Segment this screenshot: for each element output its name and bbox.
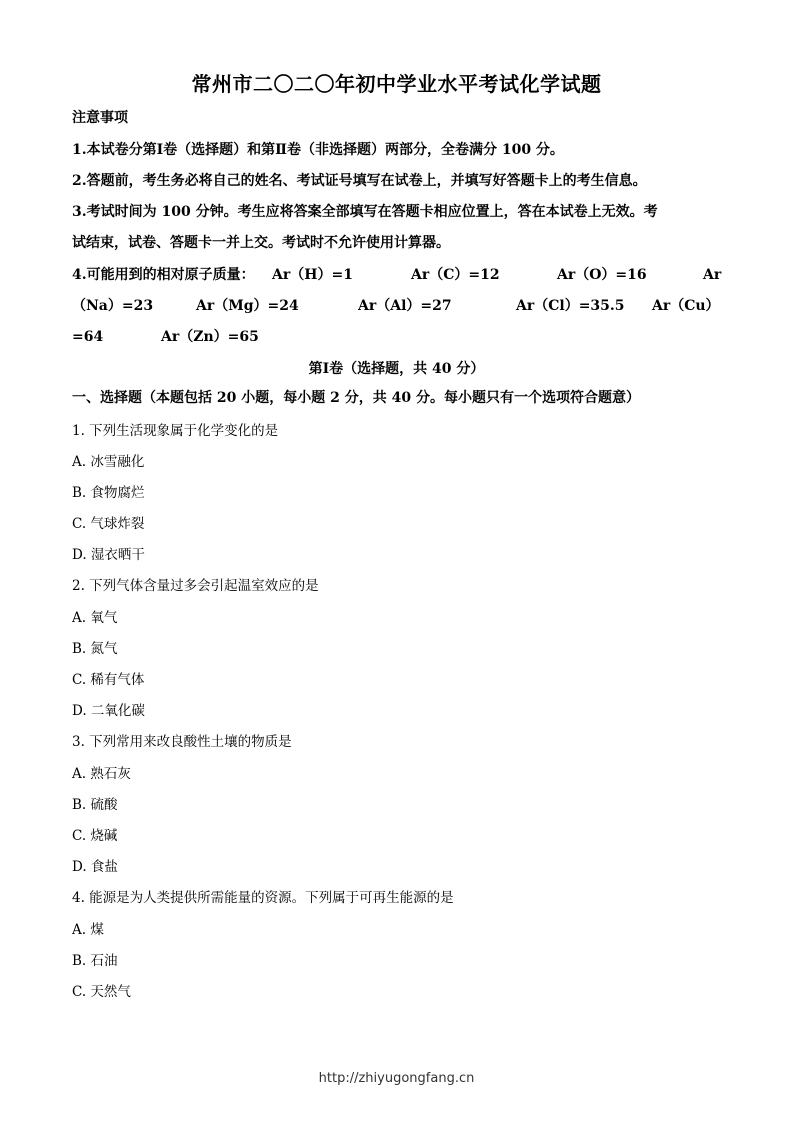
atomic-mass-cu: =64 xyxy=(72,329,104,345)
question-1-option-d: D. 湿衣晒干 xyxy=(72,547,145,563)
atomic-mass-c: Ar（C）=12 xyxy=(411,267,500,283)
question-2-option-a: A. 氧气 xyxy=(72,610,118,626)
question-3-option-d: D. 食盐 xyxy=(72,859,118,875)
notice-item-3-line-1: 3.考试时间为 100 分钟。考生应将答案全部填写在答题卡相应位置上，答在本试卷上无效。考 xyxy=(72,204,658,220)
question-3-option-b: B. 硫酸 xyxy=(72,797,118,813)
atomic-mass-mg: Ar（Mg）=24 xyxy=(196,298,299,314)
question-1-stem: 1. 下列生活现象属于化学变化的是 xyxy=(72,423,279,439)
atomic-mass-o: Ar（O）=16 xyxy=(557,267,647,283)
question-4-stem: 4. 能源是为人类提供所需能量的资源。下列属于可再生能源的是 xyxy=(72,890,454,906)
notice-item-3-line-2: 试结束，试卷、答题卡一并上交。考试时不允许使用计算器。 xyxy=(72,235,450,251)
notice-heading: 注意事项 xyxy=(72,110,128,126)
atomic-mass-cu-prefix: Ar（Cu） xyxy=(652,298,720,314)
footer-url: http://zhiyugongfang.cn xyxy=(318,1071,475,1086)
atomic-mass-na-prefix: Ar xyxy=(703,267,722,283)
atomic-mass-h: Ar（H）=1 xyxy=(272,267,353,283)
atomic-mass-cl: Ar（Cl）=35.5 xyxy=(516,298,625,314)
question-3-stem: 3. 下列常用来改良酸性土壤的物质是 xyxy=(72,734,292,750)
question-1-option-a: A. 冰雪融化 xyxy=(72,454,145,470)
question-2-stem: 2. 下列气体含量过多会引起温室效应的是 xyxy=(72,578,319,594)
question-2-option-d: D. 二氧化碳 xyxy=(72,703,145,719)
question-4-option-a: A. 煤 xyxy=(72,922,104,938)
question-3-option-c: C. 烧碱 xyxy=(72,828,118,844)
atomic-mass-al: Ar（Al）=27 xyxy=(358,298,452,314)
atomic-mass-label: 4.可能用到的相对原子质量： xyxy=(72,267,255,283)
question-3-option-a: A. 熟石灰 xyxy=(72,766,131,782)
question-1-option-c: C. 气球炸裂 xyxy=(72,516,145,532)
question-4-option-b: B. 石油 xyxy=(72,953,118,969)
question-4-option-c: C. 天然气 xyxy=(72,984,131,1000)
section-1-title: 一、选择题（本题包括 20 小题，每小题 2 分，共 40 分。每小题只有一个选项符合题意） xyxy=(72,390,640,406)
question-2-option-b: B. 氮气 xyxy=(72,641,118,657)
question-2-option-c: C. 稀有气体 xyxy=(72,672,145,688)
notice-item-2: 2.答题前，考生务必将自己的姓名、考试证号填写在试卷上，并填写好答题卡上的考生信息。 xyxy=(72,173,647,189)
page-title: 常州市二〇二〇年初中学业水平考试化学试题 xyxy=(191,72,602,96)
atomic-mass-na: （Na）=23 xyxy=(72,298,154,314)
question-1-option-b: B. 食物腐烂 xyxy=(72,485,145,501)
notice-item-1: 1.本试卷分第Ⅰ卷（选择题）和第Ⅱ卷（非选择题）两部分，全卷满分 100 分。 xyxy=(72,142,564,158)
atomic-mass-zn: Ar（Zn）=65 xyxy=(161,329,259,345)
part-1-title: 第Ⅰ卷（选择题，共 40 分） xyxy=(308,361,485,377)
